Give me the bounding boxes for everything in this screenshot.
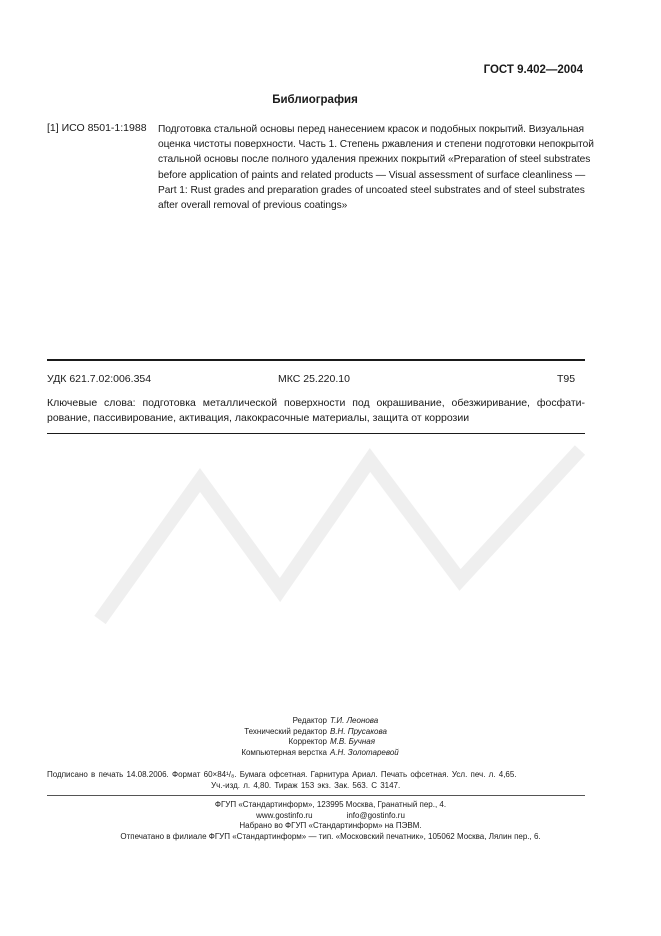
publisher-address: ФГУП «Стандартинформ», 123995 Москва, Гранатный пер., 4. xyxy=(214,800,447,809)
print-info-line: Подписано в печать 14.08.2006. Формат 60×84¹/₈. Бумага офсетная. Гарнитура Ариал. Печать офсетная. Усл. печ. л. 4,65. xyxy=(47,770,517,779)
credit-tech-editor xyxy=(0,727,661,738)
print-info-line: Уч.-изд. л. 4,80. Тираж 153 экз. Зак. 563. С 3147. xyxy=(211,781,401,790)
okp-code: Т95 xyxy=(557,373,576,385)
credit-name: Т.И. Леонова xyxy=(330,716,379,725)
reference-line: before application of paints and related products — Visual assessment of surface cleanliness — xyxy=(158,169,586,181)
divider-top xyxy=(47,359,585,361)
document-code: ГОСТ 9.402—2004 xyxy=(483,64,583,76)
credit-role: Редактор xyxy=(292,716,327,725)
keywords-block xyxy=(47,396,585,426)
credit-editor xyxy=(0,716,661,727)
reference-text xyxy=(158,122,594,213)
typesetting-note: Набрано во ФГУП «Стандартинформ» на ПЭВМ. xyxy=(239,821,422,830)
publisher-email[interactable]: info@gostinfo.ru xyxy=(346,811,405,820)
reference-line: Подготовка стальной основы перед нанесением красок и подобных покрытий. Визуальная xyxy=(158,124,584,135)
credit-name: М.В. Бучная xyxy=(330,737,375,747)
udk-code: УДК 621.7.02:006.354 xyxy=(47,373,152,385)
credit-layout xyxy=(0,748,661,759)
reference-line: Part 1: Rust grades and preparation grades of uncoated steel substrates and of steel substrates xyxy=(158,184,585,196)
reference-line: оценка чистоты поверхности. Часть 1. Степень ржавления и степени подготовки непокрытой xyxy=(158,139,594,151)
credits-block xyxy=(0,716,661,758)
credit-proofreader xyxy=(0,737,661,748)
divider-bottom xyxy=(47,433,585,434)
watermark-graphic xyxy=(80,420,600,640)
printing-note: Отпечатано в филиале ФГУП «Стандартинформ» — тип. «Московский печатник», 105062 Москва, Лялин пер., 6. xyxy=(120,832,541,841)
credit-name: А.Н. Золотаревой xyxy=(330,747,399,757)
mks-code: МКС 25.220.10 xyxy=(278,373,350,385)
publisher-website[interactable]: www.gostinfo.ru xyxy=(256,811,313,820)
divider-publisher xyxy=(47,795,585,796)
credit-role: Корректор xyxy=(288,737,327,747)
reference-line: стальной основы после полного удаления прежних покрытий «Preparation of steel substrates xyxy=(158,154,591,166)
keywords-line: рование, пассивирование, активация, лакокрасочные материалы, защита от коррозии xyxy=(47,412,470,424)
credit-name: В.Н. Прусакова xyxy=(330,726,387,736)
reference-number: [1] ИСО 8501-1:1988 xyxy=(47,122,147,134)
publisher-contacts xyxy=(0,811,661,820)
credit-role: Компьютерная верстка xyxy=(241,747,327,757)
reference-line: after overall removal of previous coatings» xyxy=(158,200,348,212)
bibliography-title: Библиография xyxy=(272,94,358,106)
credit-role: Технический редактор xyxy=(244,726,327,736)
keywords-line: Ключевые слова: подготовка металлической поверхности под окрашивание, обезжиривание, фосфати- xyxy=(47,397,585,409)
